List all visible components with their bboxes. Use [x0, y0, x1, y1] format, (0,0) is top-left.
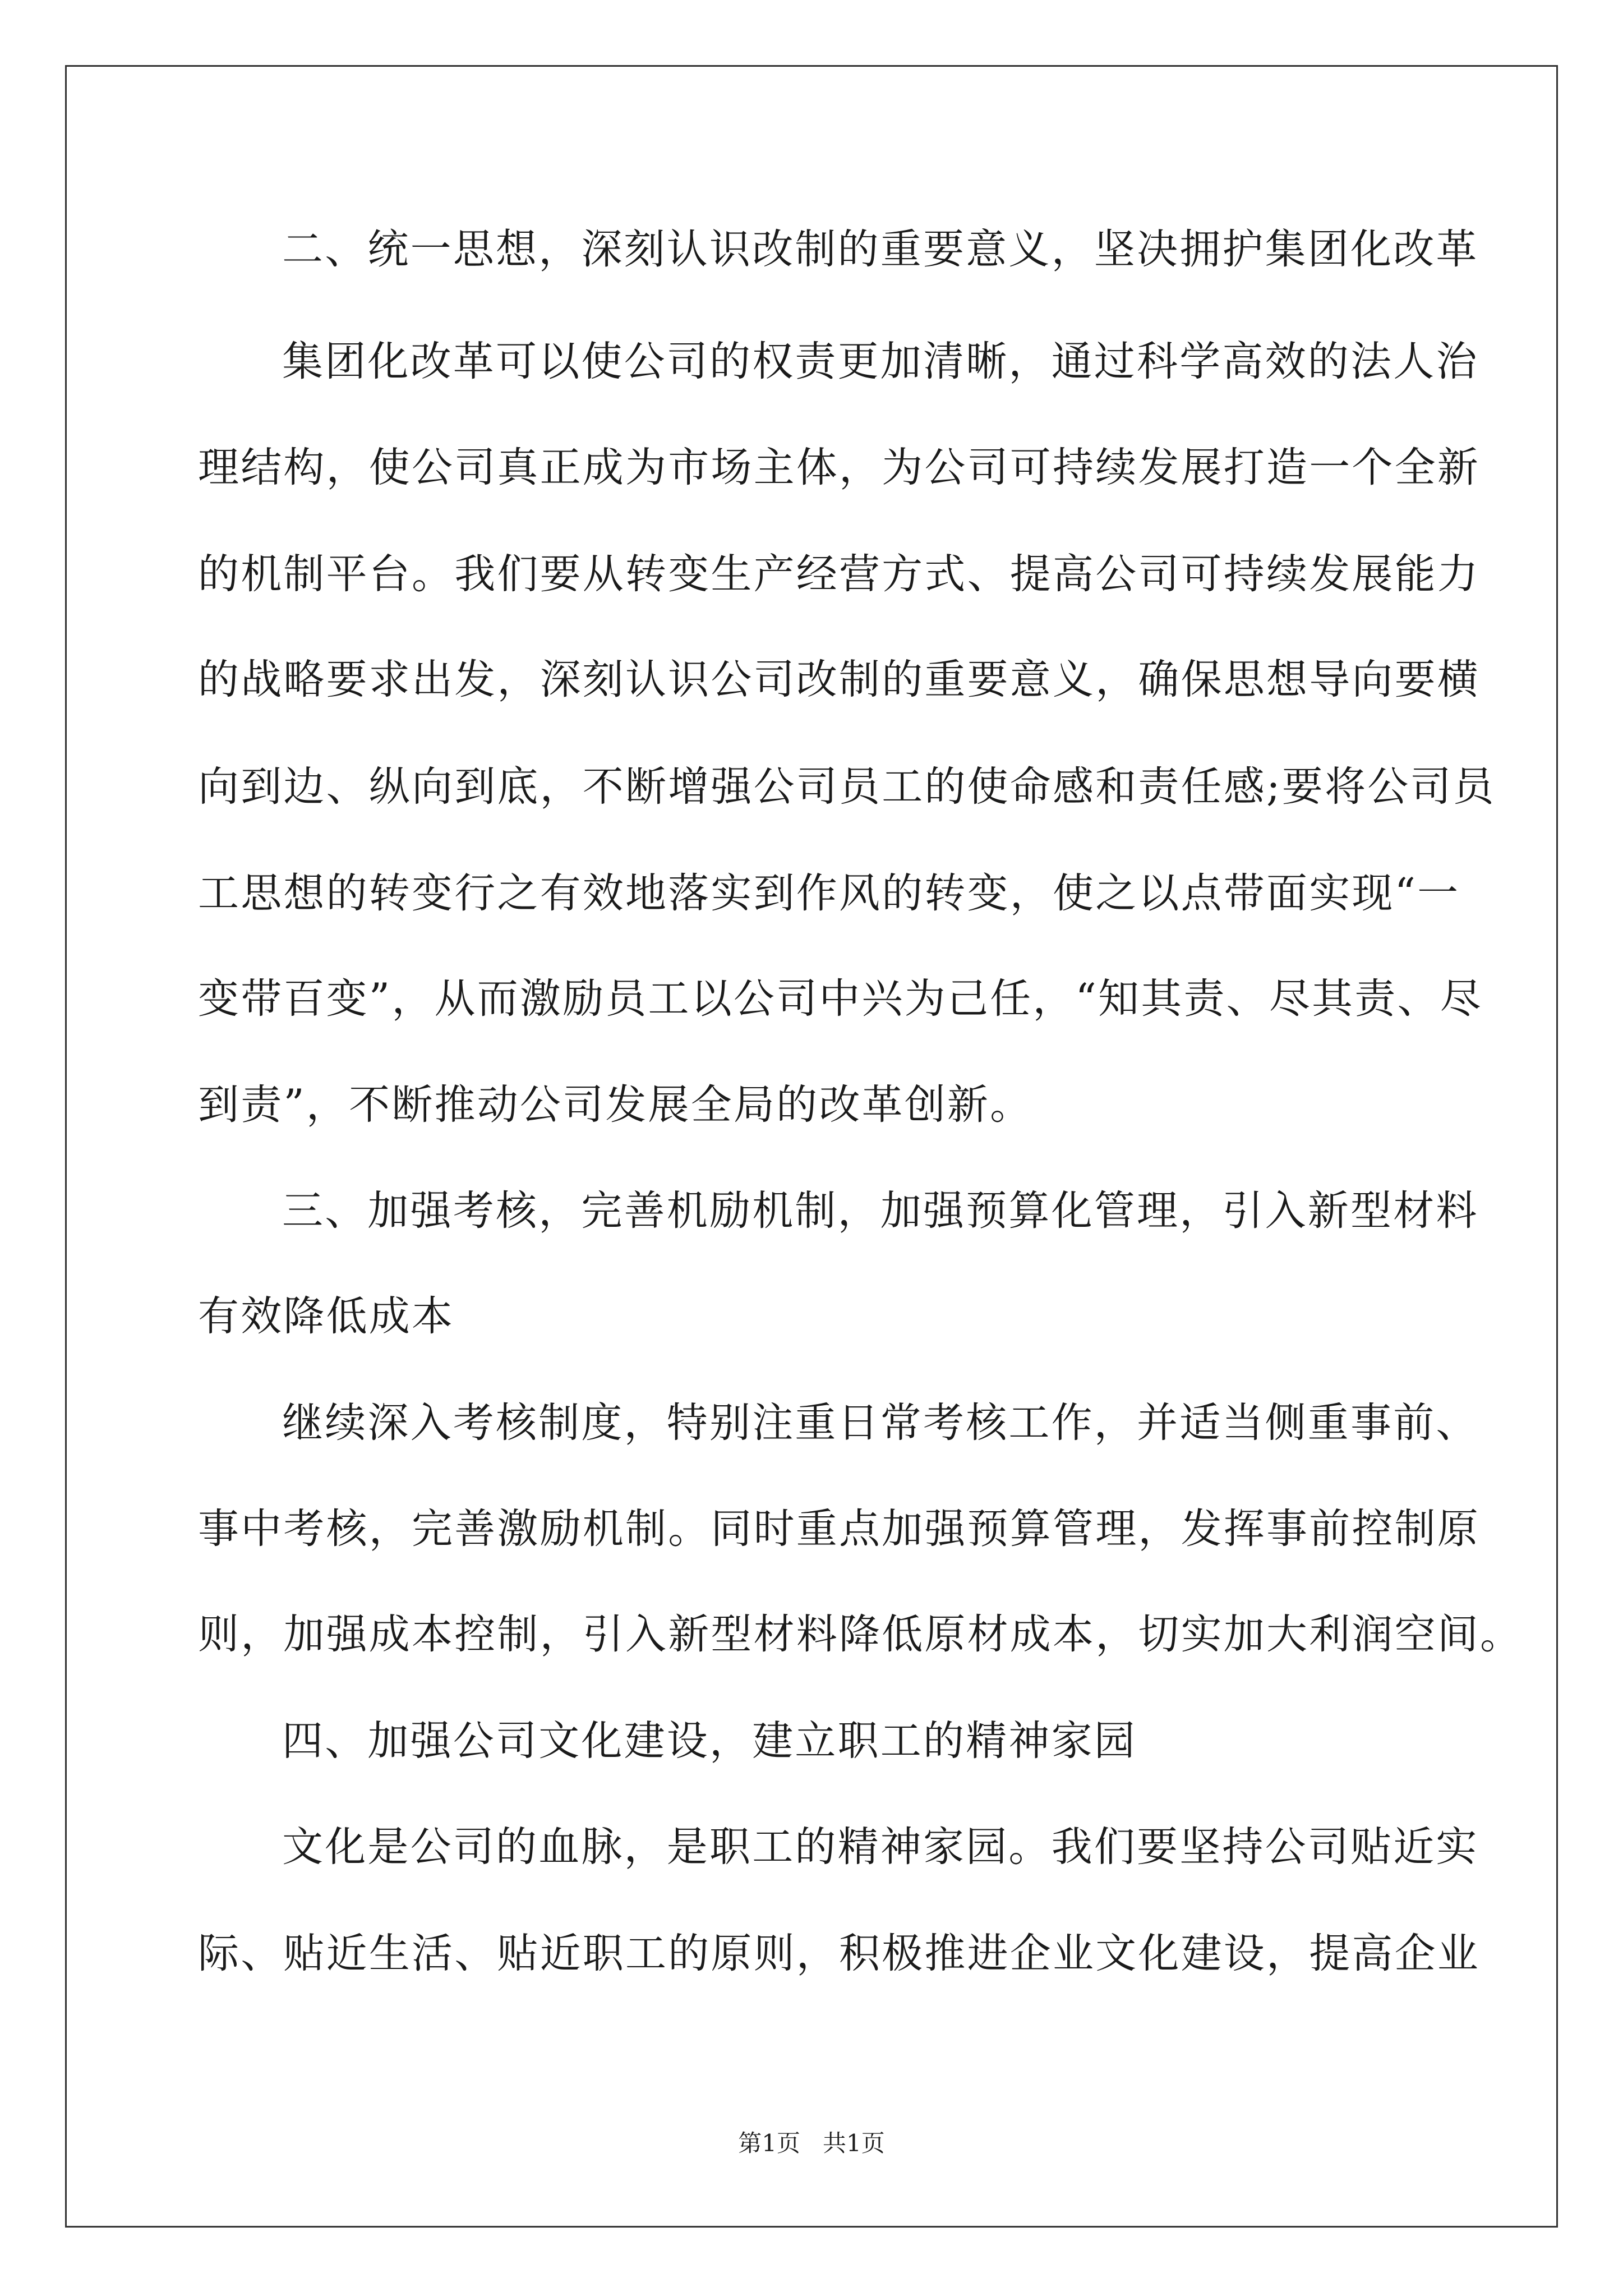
paragraph-line: 继续深入考核制度，特别注重日常考核工作，并适当侧重事前、	[282, 1399, 1479, 1447]
paragraph-line: 变带百变”，从而激励员工以公司中兴为己任，“知其责、尽其责、尽	[198, 975, 1483, 1023]
section-heading-4: 四、加强公司文化建设，建立职工的精神家园	[282, 1717, 1137, 1765]
paragraph-line: 的机制平台。我们要从转变生产经营方式、提高公司可持续发展能力	[198, 550, 1480, 598]
paragraph-line: 际、贴近生活、贴近职工的原则，积极推进企业文化建设，提高企业	[198, 1930, 1480, 1977]
paragraph-line: 工思想的转变行之有效地落实到作风的转变，使之以点带面实现“一	[198, 869, 1460, 917]
section-heading-3-continued: 有效降低成本	[198, 1292, 455, 1340]
paragraph-line: 则，加强成本控制，引入新型材料降低原材成本，切实加大利润空间。	[198, 1611, 1523, 1658]
paragraph-line: 事中考核，完善激励机制。同时重点加强预算管理，发挥事前控制原	[198, 1505, 1480, 1553]
paragraph-line: 集团化改革可以使公司的权责更加清晰，通过科学高效的法人治	[282, 338, 1479, 385]
section-heading-2: 二、统一思想，深刻认识改制的重要意义，坚决拥护集团化改革	[282, 226, 1479, 273]
page-number-footer: 第1页 共1页	[738, 2129, 885, 2157]
paragraph-line: 文化是公司的血脉，是职工的精神家园。我们要坚持公司贴近实	[282, 1823, 1479, 1871]
paragraph-line: 向到边、纵向到底，不断增强公司员工的使命感和责任感;要将公司员	[198, 763, 1496, 811]
paragraph-line: 到责”，不断推动公司发展全局的改革创新。	[198, 1081, 1033, 1129]
paragraph-line: 的战略要求出发，深刻认识公司改制的重要意义，确保思想导向要横	[198, 656, 1480, 703]
paragraph-line: 理结构，使公司真正成为市场主体，为公司可持续发展打造一个全新	[198, 444, 1480, 491]
section-heading-3: 三、加强考核，完善机励机制，加强预算化管理，引入新型材料	[282, 1187, 1479, 1235]
